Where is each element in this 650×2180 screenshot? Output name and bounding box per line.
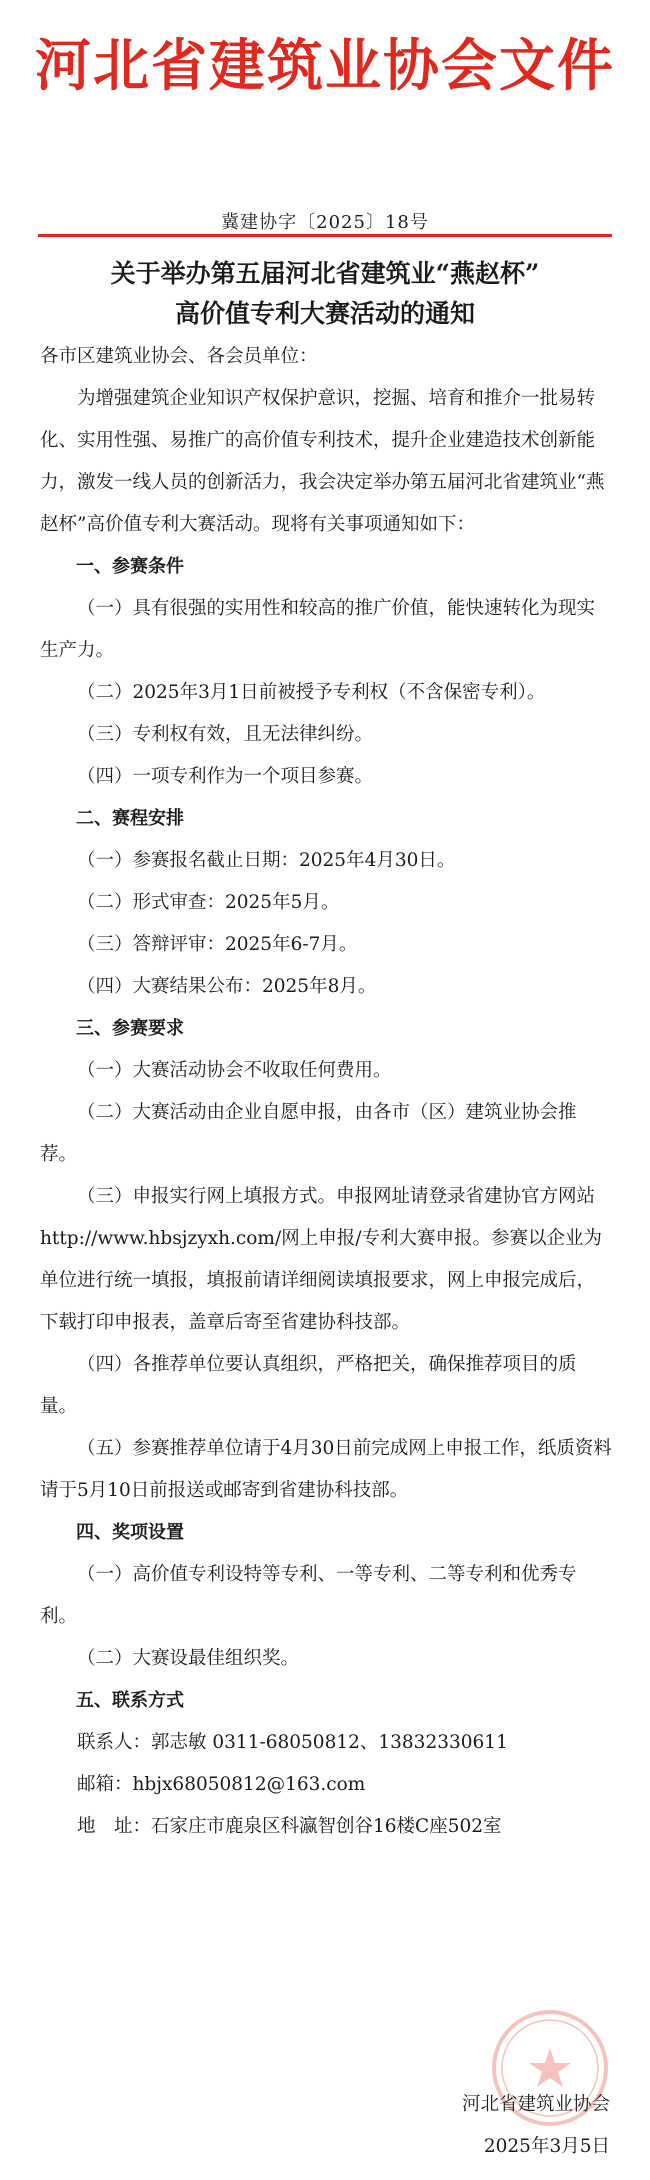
salutation: 各市区建筑业协会、各会员单位： — [40, 346, 318, 367]
list-item: （一）大赛活动协会不收取任何费用。 — [77, 1060, 392, 1081]
list-item: （二）大赛活动由企业自愿申报，由各市（区）建筑业协会推荐。 — [40, 1102, 577, 1165]
signature-date: 2025年3月5日 — [483, 2136, 610, 2157]
title-line-1: 关于举办第五届河北省建筑业“燕赵杯” — [110, 259, 540, 288]
contact-person: 联系人：郭志敏 0311-68050812、13832330611 — [77, 1732, 508, 1753]
list-item: （五）参赛推荐单位请于4月30日前完成网上申报工作，纸质资料请于5月10日前报送或邮寄到省建协科技部。 — [40, 1438, 612, 1501]
intro-paragraph: 为增强建筑企业知识产权保护意识，挖掘、培育和推介一批易转化、实用性强、易推广的高价值专利技术，提升企业建造技术创新能力，激发一线人员的创新活力，我会决定举办第五届河北省建筑业“燕赵杯”高价值专利大赛活动。现将有关事项通知如下： — [40, 388, 605, 535]
section-heading: 五、联系方式 — [76, 1690, 184, 1711]
section-heading: 三、参赛要求 — [76, 1018, 184, 1039]
section-heading: 一、参赛条件 — [76, 556, 184, 577]
list-item: （四）一项专利作为一个项目参赛。 — [77, 766, 374, 787]
red-divider — [38, 234, 612, 237]
list-item: （一）参赛报名截止日期：2025年4月30日。 — [77, 850, 456, 871]
signature-org: 河北省建筑业协会 — [461, 2094, 610, 2115]
section-heading: 四、奖项设置 — [76, 1522, 184, 1543]
contact-address: 地 址：石家庄市鹿泉区科瀛智创谷16楼C座502室 — [77, 1816, 502, 1837]
list-item: （三）申报实行网上填报方式。申报网址请登录省建协官方网站http://www.hbsjzyxh.com/网上申报/专利大赛申报。参赛以企业为单位进行统一填报，填报前请详细阅读填报要求，网上申报完成后，下载打印申报表，盖章后寄至省建协科技部。 — [40, 1186, 602, 1333]
document-body — [40, 336, 612, 1848]
list-item: （二）大赛设最佳组织奖。 — [77, 1648, 300, 1669]
title-line-2: 高价值专利大赛活动的通知 — [174, 299, 475, 328]
document-number: 冀建协字〔2025〕18号 — [221, 212, 429, 233]
list-item: （二）2025年3月1日前被授予专利权（不含保密专利）。 — [77, 682, 546, 703]
list-item: （四）各推荐单位要认真组织，严格把关，确保推荐项目的质量。 — [40, 1354, 577, 1417]
contact-email: 邮箱：hbjx68050812@163.com — [77, 1774, 366, 1795]
list-item: （一）具有很强的实用性和较高的推广价值，能快速转化为现实生产力。 — [40, 598, 596, 661]
list-item: （二）形式审查：2025年5月。 — [77, 892, 340, 913]
document-title — [30, 254, 620, 334]
section-heading: 二、赛程安排 — [76, 808, 184, 829]
list-item: （三）专利权有效，且无法律纠纷。 — [77, 724, 374, 745]
list-item: （三）答辩评审：2025年6-7月。 — [77, 934, 358, 955]
list-item: （一）高价值专利设特等专利、一等专利、二等专利和优秀专利。 — [40, 1564, 577, 1627]
list-item: （四）大赛结果公布：2025年8月。 — [77, 976, 377, 997]
red-header-title: 河北省建筑业协会文件 — [35, 34, 615, 99]
